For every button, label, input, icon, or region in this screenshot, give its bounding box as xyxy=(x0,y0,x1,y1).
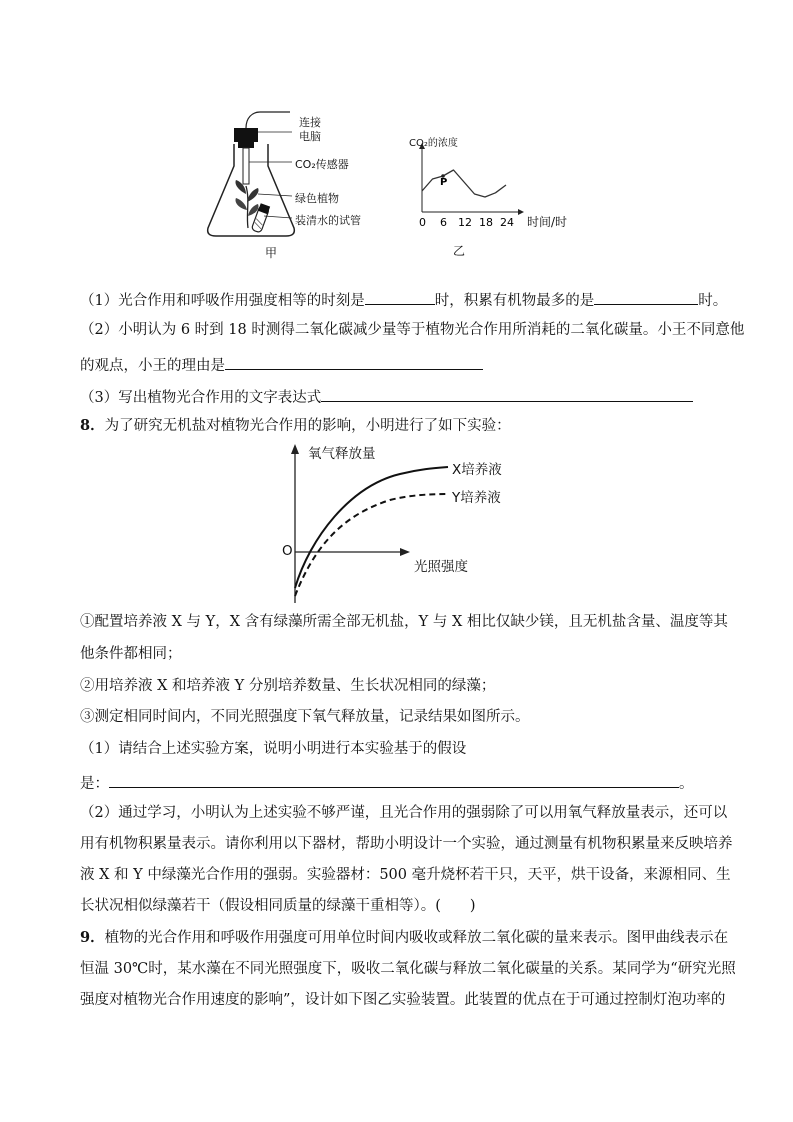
q8-step1-line1: ①配置培养液 X 与 Y，X 含有绿藻所需全部无机盐，Y 与 X 相比仅缺少镁，且无机盐含量、温度等其 xyxy=(80,614,728,630)
q8-ylabel: 氧气释放量 xyxy=(308,446,376,462)
q7-part1-a: （1）光合作用和呼吸作用强度相等的时刻是 xyxy=(80,293,365,309)
caption-jia: 甲 xyxy=(265,246,278,260)
q7-part2-b: 的观点，小王的理由是 xyxy=(80,358,225,374)
q9-number: 9． xyxy=(80,929,105,946)
plant-stem xyxy=(246,186,248,228)
q7-blank-2[interactable] xyxy=(594,288,698,305)
label-green-plant: 绿色植物 xyxy=(295,192,339,205)
q7-blank-4[interactable] xyxy=(321,385,693,402)
y-solution-curve xyxy=(295,494,448,596)
q8-origin: O xyxy=(282,543,293,559)
figure-jia xyxy=(200,110,370,260)
q8-step1-line2: 他条件都相同； xyxy=(80,646,182,662)
yi-tick-label: 24 xyxy=(500,216,514,229)
q8-sub2-line1: （2）通过学习，小明认为上述实验不够严谨，且光合作用的强弱除了可以用氧气释放量表示，还可以 xyxy=(80,805,728,821)
q9-line1-text: 植物的光合作用和呼吸作用强度可用单位时间内吸收或释放二氧化碳的量来表示。图甲曲线表示在 xyxy=(104,930,729,946)
computer-wire xyxy=(246,112,290,128)
q8-title xyxy=(80,416,511,436)
yi-tick-label: 12 xyxy=(458,216,472,229)
q8-sub2-line3: 液 X 和 Y 中绿藻光合作用的强弱。实验器材：500 毫升烧杯若干只，天平，烘干设备，来源相同、生 xyxy=(80,867,731,883)
q8-blank-hypothesis[interactable] xyxy=(109,771,679,788)
q8-step2: ②用培养液 X 和培养液 Y 分别培养数量、生长状况相同的绿藻； xyxy=(80,678,496,694)
q9-line3: 强度对植物光合作用速度的影响”，设计如下图乙实验装置。此装置的优点在于可通过控制灯泡功率的 xyxy=(80,992,726,1008)
yi-co2-curve xyxy=(422,170,506,197)
q7-part1-b: 时，积累有机物最多的是 xyxy=(434,293,595,309)
q8-number: 8． xyxy=(80,417,105,434)
stopper xyxy=(234,128,258,142)
q8-step3: ③测定相同时间内，不同光照强度下氧气释放量，记录结果如图所示。 xyxy=(80,709,530,725)
co2-concentration-chart xyxy=(405,130,585,260)
q7-part1 xyxy=(80,288,727,311)
label-water-tube: 装清水的试管 xyxy=(295,214,361,227)
caption-yi: 乙 xyxy=(453,244,466,258)
legend-x-solution: X培养液 xyxy=(452,462,502,478)
q7-part2-line2 xyxy=(80,353,483,376)
q9-line2: 恒温 30℃时，某水藻在不同光照强度下，吸收二氧化碳与释放二氧化碳量的关系。某同学为“研究光照 xyxy=(80,961,736,977)
q8-sub1-line1: （1）请结合上述实验方案，说明小明进行本实验基于的假设 xyxy=(80,741,467,757)
label-connect-1: 连接 xyxy=(299,116,321,129)
co2-sensor-rod xyxy=(243,148,249,184)
q7-blank-3[interactable] xyxy=(225,353,483,370)
q8-xlabel: 光照强度 xyxy=(414,559,468,575)
q8-sub2-line4: 长状况相似绿藻若干（假设相同质量的绿藻干重相等）。( ) xyxy=(80,898,476,914)
yi-point-label: P xyxy=(440,177,448,188)
yi-xlabel: 时间/时 xyxy=(527,215,568,229)
q7-part3 xyxy=(80,385,693,408)
yi-ylabel: CO₂的浓度 xyxy=(409,138,458,149)
q7-part1-c: 时。 xyxy=(698,293,728,309)
flask-outline xyxy=(208,144,295,236)
q8-sub1-line2 xyxy=(80,771,694,794)
label-co2-sensor: CO₂传感器 xyxy=(295,158,349,171)
yi-tick-label: 6 xyxy=(440,216,447,229)
q8-graph xyxy=(280,438,520,606)
q7-part3-text: （3）写出植物光合作用的文字表达式 xyxy=(80,390,322,406)
figure-yi xyxy=(405,130,585,260)
q7-blank-1[interactable] xyxy=(365,288,435,305)
yi-tick-label: 0 xyxy=(419,216,426,229)
q8-sub1-b: 是： xyxy=(80,776,109,792)
q8-sub2-line2: 用有机物积累量表示。请你利用以下器材，帮助小明设计一个实验，通过测量有机物积累量来反映培养 xyxy=(80,836,733,852)
q9-line1 xyxy=(80,928,728,948)
legend-y-solution: Y培养液 xyxy=(452,490,501,506)
q8-title-text: 为了研究无机盐对植物光合作用的影响，小明进行了如下实验： xyxy=(104,418,511,434)
q8-sub1-end: 。 xyxy=(679,776,694,792)
flask-apparatus-diagram xyxy=(200,110,370,260)
yi-tick-label: 18 xyxy=(479,216,493,229)
label-connect-2: 电脑 xyxy=(299,130,321,143)
q7-part2-line1: （2）小明认为 6 时到 18 时测得二氧化碳减少量等于植物光合作用所消耗的二氧化碳量。小王不同意他 xyxy=(80,322,745,338)
